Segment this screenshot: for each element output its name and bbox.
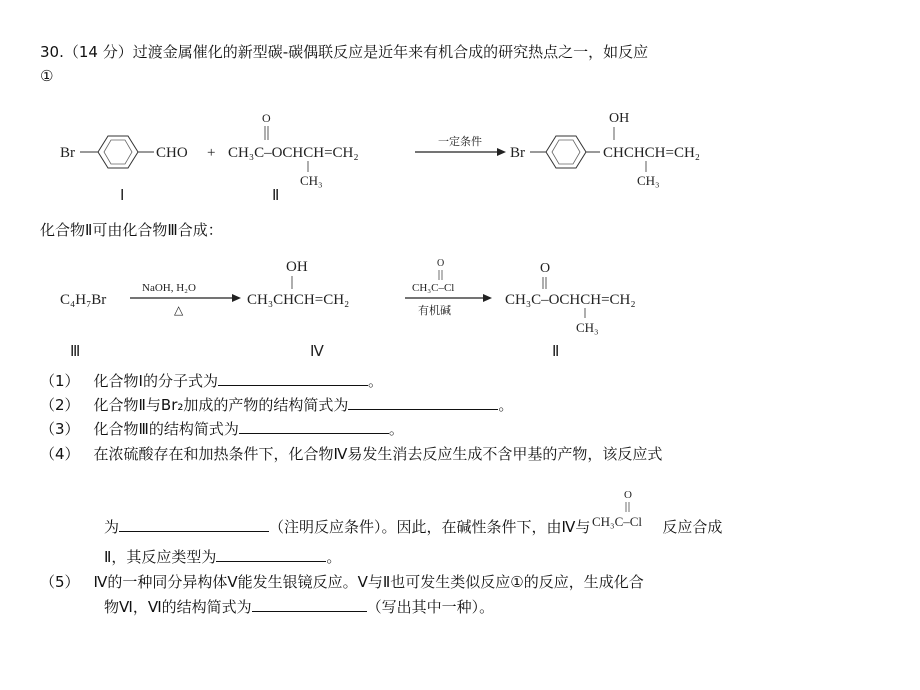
answer-blank-2[interactable]: [348, 394, 498, 410]
r1-product-br: Br: [510, 145, 525, 161]
r1-product-main: CHCHCH=CH₂: [603, 145, 701, 161]
item-1: [40, 370, 383, 391]
item-4-text-3b: 。: [326, 548, 342, 566]
item-2: [40, 394, 513, 415]
r1-label-1: Ⅰ: [120, 188, 125, 204]
r1-product-ch3: CH₃: [637, 173, 660, 188]
item-5-text-1: Ⅳ的一种同分异构体Ⅴ能发生银镜反应。Ⅴ与Ⅱ也可发生类似反应①的反应，生成化合: [93, 573, 644, 591]
item-4-line1: [40, 444, 662, 464]
question-header-line2: ①: [40, 67, 54, 85]
answer-blank-5[interactable]: [216, 546, 326, 562]
item-2-num: （2）: [40, 396, 80, 414]
item-2-text: 化合物Ⅱ与Br₂加成的产物的结构简式为: [93, 396, 349, 414]
r2-end: CH₃C–OCHCH=CH₂: [505, 292, 636, 308]
inline-acyl-chloride: [590, 489, 662, 532]
question-header-line1: 30.（14 分）过渡金属催化的新型碳-碳偶联反应是近年来有机合成的研究热点之一，如反应: [40, 43, 649, 61]
r2-mid: CH₃CHCH=CH₂: [247, 292, 350, 308]
r1-label-2: Ⅱ: [272, 188, 280, 204]
r2-cond1-top: NaOH, H₂O: [142, 282, 196, 294]
r2-mid-oh: OH: [286, 259, 308, 275]
inline-chem-text: CH₃C–Cl: [592, 514, 643, 529]
item-5-text-2a: 物Ⅵ，Ⅵ的结构简式为: [104, 598, 252, 616]
item-4-line2: [104, 489, 723, 537]
item-1-num: （1）: [40, 372, 80, 390]
r2-start-label: Ⅲ: [70, 344, 81, 360]
item-4-text-2c: 反应合成: [662, 518, 723, 536]
item-4-text-1: 在浓硫酸存在和加热条件下，化合物Ⅳ易发生消去反应生成不含甲基的产物，该反应式: [93, 445, 663, 463]
item-3-num: （3）: [40, 420, 80, 438]
item-1-end: 。: [367, 372, 383, 390]
r1-reactant1-cho: CHO: [156, 145, 188, 161]
item-4-num: （4）: [40, 445, 80, 463]
r1-reactant2-o: O: [262, 111, 271, 125]
item-5-text-2b: （写出其中一种）。: [366, 598, 495, 616]
item-5-line1: [40, 572, 644, 592]
r2-cond2-top: CH₃C–Cl: [412, 282, 455, 294]
inline-chem-o: O: [624, 489, 633, 501]
item-2-end: 。: [498, 396, 514, 414]
item-1-text: 化合物Ⅰ的分子式为: [93, 372, 218, 390]
item-3-text: 化合物Ⅲ的结构简式为: [93, 420, 239, 438]
r1-reactant1-br: Br: [60, 145, 75, 161]
r2-mid-label: Ⅳ: [310, 344, 324, 360]
r2-cond2-bottom: 有机碱: [418, 305, 451, 317]
synthesis-intro: 化合物Ⅱ可由化合物Ⅲ合成：: [40, 221, 223, 239]
r1-reactant2-ch3: CH₃: [300, 173, 323, 188]
item-4-text-2b: （注明反应条件）。因此，在碱性条件下，由Ⅳ与: [269, 518, 591, 536]
r1-reactant2-main: CH₃C–OCHCH=CH₂: [228, 145, 359, 161]
item-3-end: 。: [388, 420, 404, 438]
answer-blank-3[interactable]: [239, 418, 389, 434]
item-5-num: （5）: [40, 573, 80, 591]
answer-blank-4[interactable]: [119, 516, 269, 532]
r2-end-o: O: [540, 261, 551, 276]
answer-blank-1[interactable]: [218, 370, 368, 386]
item-4-text-3a: Ⅱ，其反应类型为: [104, 548, 217, 566]
item-5-line2: [104, 596, 494, 617]
r2-cond2-o: O: [437, 258, 445, 269]
r1-plus: +: [207, 145, 216, 161]
r2-cond1-bottom: △: [174, 303, 184, 317]
r2-start: C₄H₇Br: [60, 292, 107, 308]
item-3: [40, 418, 404, 439]
r1-product-oh: OH: [609, 111, 630, 126]
item-4-line3: [104, 546, 341, 567]
r2-end-label: Ⅱ: [552, 344, 560, 360]
r1-condition: 一定条件: [438, 136, 482, 148]
item-4-text-2a: 为: [104, 518, 120, 536]
answer-blank-6[interactable]: [252, 596, 367, 612]
r2-end-ch3: CH₃: [576, 320, 599, 335]
acyl-chloride-structure: [590, 486, 662, 532]
